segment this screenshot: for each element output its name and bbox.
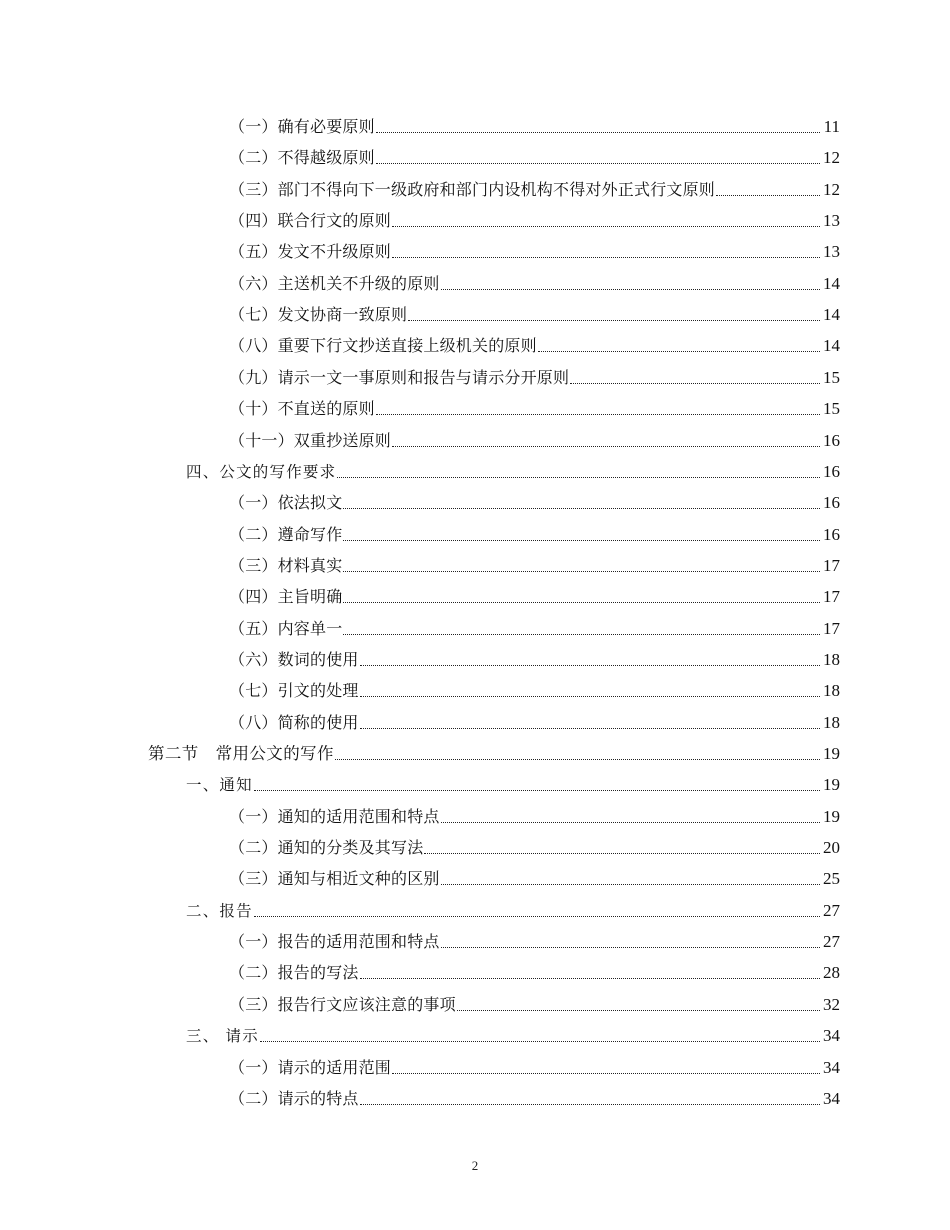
toc-entry-page-number: 16 [823,430,840,450]
dot-leader [441,947,820,948]
toc-entry-label: 二、报告 [186,901,253,920]
toc-entry[interactable] [229,990,840,1016]
toc-entry[interactable] [229,300,840,326]
toc-entry-page-number: 34 [823,1057,840,1077]
dot-leader [392,1073,820,1074]
toc-entry-page-number: 12 [823,179,840,199]
dot-leader [360,978,820,979]
toc-entry[interactable] [229,394,840,420]
toc-entry-label: 三、 请示 [186,1027,259,1046]
toc-entry-page-number: 17 [823,587,840,607]
toc-entry-page-number: 15 [823,367,840,387]
toc-entry-label: （三）材料真实 [229,555,343,575]
dot-leader [392,226,820,227]
toc-entry[interactable] [229,488,840,514]
toc-entry-page-number: 11 [823,117,840,136]
toc-entry-label: （六）主送机关不升级的原则 [229,273,440,293]
toc-entry-page-number: 32 [823,994,840,1014]
dot-leader [457,1010,820,1011]
toc-entry-page-number: 14 [823,336,840,356]
dot-leader [376,414,820,415]
toc-entry-page-number: 17 [823,555,840,575]
toc-entry-label: 四、公文的写作要求 [186,462,337,481]
dot-leader [441,822,820,823]
toc-entry-label: （二）遵命写作 [229,524,343,544]
toc-entry[interactable] [186,457,840,483]
toc-entry-label: （二）不得越级原则 [229,148,375,168]
toc-entry-page-number: 16 [823,493,840,513]
toc-entry-page-number: 14 [823,273,840,293]
toc-entry[interactable] [229,645,840,671]
toc-entry-label: （一）确有必要原则 [229,117,375,136]
toc-entry-page-number: 16 [823,524,840,544]
toc-entry-label: 一、通知 [186,776,253,795]
dot-leader [538,351,820,352]
dot-leader [408,320,820,321]
toc-entry-label: 第二节 常用公文的写作 [148,744,334,763]
toc-entry[interactable] [229,206,840,232]
toc-entry-label: （一）报告的适用范围和特点 [229,932,440,952]
toc-entry[interactable] [229,802,840,828]
dot-leader [260,1041,820,1042]
dot-leader [360,696,820,697]
dot-leader [441,289,820,290]
toc-entry[interactable] [229,143,840,169]
dot-leader [254,790,820,791]
toc-entry[interactable] [229,520,840,546]
toc-entry[interactable] [229,269,840,295]
toc-entry[interactable] [229,363,840,389]
toc-entry-label: （七）引文的处理 [229,681,359,701]
toc-entry[interactable] [229,927,840,953]
toc-entry-page-number: 34 [823,1026,840,1046]
toc-entry-label: （八）重要下行文抄送直接上级机关的原则 [229,336,537,356]
toc-entry-page-number: 14 [823,305,840,325]
toc-entry-label: （十）不直送的原则 [229,399,375,419]
toc-entry[interactable] [229,237,840,263]
toc-entry-label: （六）数词的使用 [229,649,359,669]
toc-entry[interactable] [229,1084,840,1110]
toc-entry-page-number: 17 [823,618,840,638]
toc-entry-page-number: 27 [823,900,840,920]
dot-leader [360,665,820,666]
toc-entry[interactable] [186,896,840,922]
toc-entry-label: （四）联合行文的原则 [229,211,392,231]
dot-leader [716,195,820,196]
toc-entry[interactable] [229,331,840,357]
toc-entry[interactable] [148,739,840,765]
dot-leader [360,1104,820,1105]
toc-entry[interactable] [229,864,840,890]
toc-entry-label: （九）请示一文一事原则和报告与请示分开原则 [229,367,570,387]
dot-leader [392,446,820,447]
toc-entry-page-number: 20 [823,838,840,858]
toc-entry-label: （一）通知的适用范围和特点 [229,806,440,826]
dot-leader [343,508,820,509]
toc-entry-label: （三）通知与相近文种的区别 [229,869,440,889]
toc-entry-label: （三）部门不得向下一级政府和部门内设机构不得对外正式行文原则 [229,179,716,199]
dot-leader [337,477,820,478]
toc-entry[interactable] [229,582,840,608]
toc-entry-label: （五）内容单一 [229,618,343,638]
toc-entry[interactable] [229,708,840,734]
dot-leader [392,257,820,258]
toc-entry-page-number: 19 [823,775,840,795]
dot-leader [254,916,820,917]
toc-entry-label: （一）请示的适用范围 [229,1057,392,1077]
toc-entry-label: （五）发文不升级原则 [229,242,392,262]
toc-entry-page-number: 25 [823,869,840,889]
toc-entry-page-number: 18 [823,712,840,732]
toc-entry[interactable] [229,1053,840,1079]
toc-entry[interactable] [229,958,840,984]
dot-leader [360,728,820,729]
toc-entry[interactable] [229,551,840,577]
toc-entry-label: （一）依法拟文 [229,493,343,513]
toc-entry-label: （七）发文协商一致原则 [229,305,408,325]
dot-leader [376,163,820,164]
toc-entry-page-number: 19 [823,744,840,763]
toc-entry-label: （三）报告行文应该注意的事项 [229,994,456,1014]
toc-entry-label: （二）报告的写法 [229,963,359,983]
toc-entry[interactable] [229,175,840,201]
toc-entry[interactable] [186,1021,840,1047]
toc-entry[interactable] [229,614,840,640]
toc-entry[interactable] [229,112,840,138]
toc-entry-page-number: 34 [823,1088,840,1108]
dot-leader [376,132,820,133]
toc-entry-page-number: 18 [823,681,840,701]
dot-leader [441,884,820,885]
toc-entry-page-number: 12 [823,148,840,168]
dot-leader [343,634,820,635]
toc-entry-page-number: 15 [823,399,840,419]
toc-entry[interactable] [229,833,840,859]
toc-entry-label: （十一）双重抄送原则 [229,430,392,450]
dot-leader [570,383,820,384]
dot-leader [343,602,820,603]
toc-entry-label: （四）主旨明确 [229,587,343,607]
dot-leader [343,571,820,572]
toc-entry[interactable] [229,676,840,702]
toc-entry-page-number: 28 [823,963,840,983]
toc-entry-page-number: 13 [823,242,840,262]
dot-leader [343,540,820,541]
toc-entry-page-number: 18 [823,649,840,669]
toc-entry-label: （二）请示的特点 [229,1088,359,1108]
toc-entry-label: （八）简称的使用 [229,712,359,732]
dot-leader [335,759,820,760]
toc-entry-page-number: 27 [823,932,840,952]
page-number: 2 [471,1158,479,1173]
toc-entry-page-number: 19 [823,806,840,826]
toc-entry-page-number: 16 [823,461,840,481]
toc-entry-label: （二）通知的分类及其写法 [229,838,424,858]
dot-leader [424,853,820,854]
toc-entry-page-number: 13 [823,211,840,231]
toc-entry[interactable] [186,770,840,796]
toc-entry[interactable] [229,426,840,452]
